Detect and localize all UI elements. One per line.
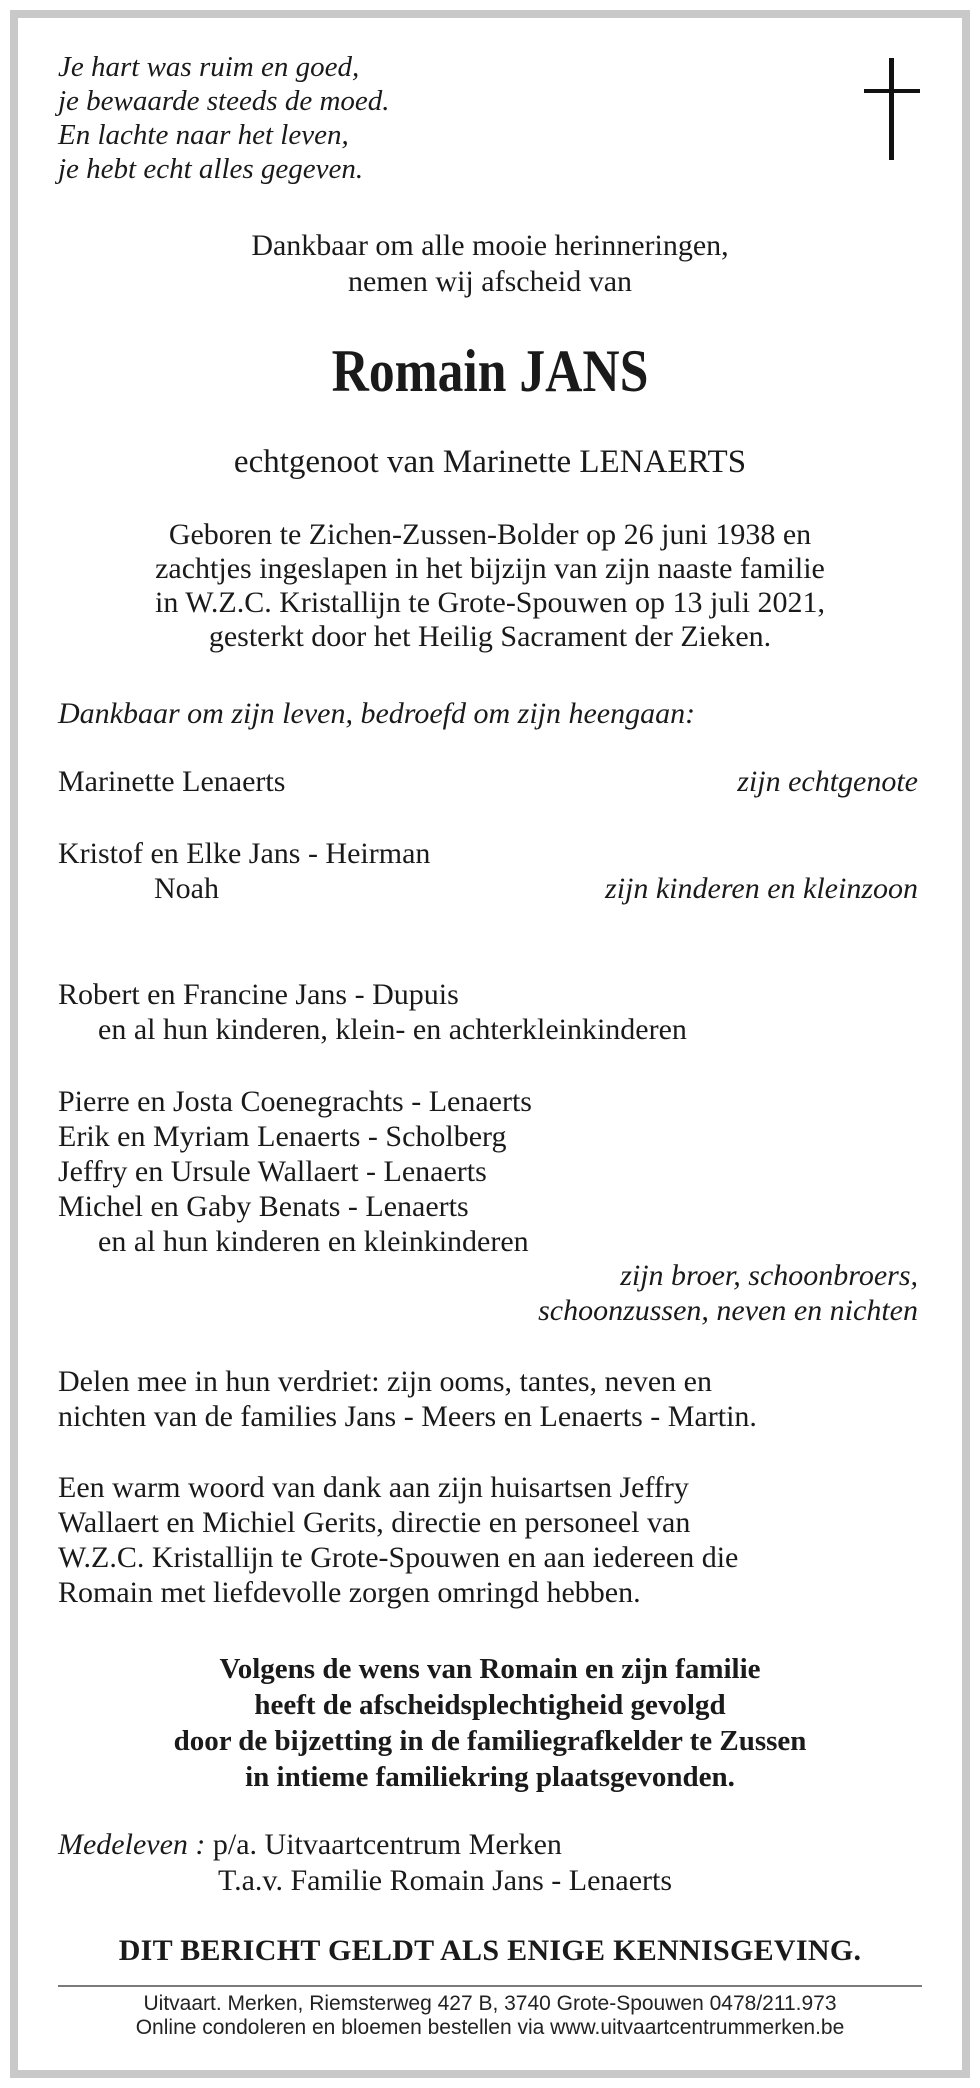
- poem: [58, 50, 390, 186]
- intro-line: Dankbaar om alle mooie herinneringen,: [251, 229, 729, 262]
- birth-line: zachtjes ingeslapen in het bijzijn van zijn naaste familie: [155, 552, 825, 585]
- descendants-line: en al hun kinderen en kleinkinderen: [98, 1225, 529, 1258]
- birth-text: [0, 518, 980, 654]
- poem-line: je bewaarde steeds de moed.: [58, 85, 390, 117]
- intro-line: nemen wij afscheid van: [347, 265, 633, 298]
- medeleven-attention: T.a.v. Familie Romain Jans - Lenaerts: [218, 1864, 673, 1897]
- birth-line: Geboren te Zichen-Zussen-Bolder op 26 juni 1938 en: [168, 518, 812, 551]
- mourner-row-grandchild: [58, 871, 918, 906]
- gratitude-line: Romain met liefdevolle zorgen omringd hebben.: [58, 1576, 641, 1609]
- medeleven: [58, 1827, 672, 1899]
- relation-line: schoonzussen, neven en nichten: [538, 1294, 918, 1327]
- gratitude-line: Een warm woord van dank aan zijn huisartsen Jeffry: [58, 1471, 689, 1504]
- ceremony-line: Volgens de wens van Romain en zijn familie: [219, 1653, 761, 1685]
- official-notice: DIT BERICHT GELDT ALS ENIGE KENNISGEVING.: [118, 1934, 862, 1967]
- mourner-name: Marinette Lenaerts: [58, 765, 286, 798]
- deceased-name: Romain JANS: [331, 338, 649, 404]
- ceremony-line: door de bijzetting in de familiegrafkelder te Zussen: [173, 1725, 807, 1757]
- descendants-line: en al hun kinderen, klein- en achterkleinkinderen: [98, 1013, 687, 1046]
- intro: [0, 228, 980, 300]
- gratitude-line: Wallaert en Michiel Gerits, directie en personeel van: [58, 1506, 691, 1539]
- ceremony: [0, 1651, 980, 1795]
- footer-divider: [58, 1985, 922, 1987]
- poem-line: Je hart was ruim en goed,: [58, 51, 360, 83]
- mourner-sibling: [58, 977, 687, 1047]
- mourner-row-spouse: [58, 764, 918, 799]
- poem-line: je hebt echt alles gegeven.: [58, 153, 364, 185]
- mourner-name: Erik en Myriam Lenaerts - Scholberg: [58, 1120, 507, 1153]
- grandchild-name: Noah: [154, 872, 219, 905]
- share-grief: [58, 1364, 757, 1434]
- latin-cross-icon: [864, 58, 920, 160]
- footer: [0, 1992, 980, 2040]
- mourner-in-laws: [58, 1084, 532, 1259]
- mourner-relation: zijn echtgenote: [737, 765, 918, 798]
- ceremony-line: in intieme familiekring plaatsgevonden.: [245, 1761, 735, 1793]
- gratitude: [58, 1470, 738, 1610]
- medeleven-label: Medeleven :: [58, 1828, 206, 1861]
- share-grief-line: Delen mee in hun verdriet: zijn ooms, tantes, neven en: [58, 1365, 712, 1398]
- mourner-row-children: [58, 836, 918, 871]
- birth-line: gesterkt door het Heilig Sacrament der Zieken.: [208, 620, 772, 653]
- gratitude-line: W.Z.C. Kristallijn te Grote-Spouwen en aan iedereen die: [58, 1541, 739, 1574]
- medeleven-address: p/a. Uitvaartcentrum Merken: [212, 1828, 562, 1861]
- spouse-line: echtgenoot van Marinette LENAERTS: [233, 444, 747, 480]
- mourner-name: Michel en Gaby Benats - Lenaerts: [58, 1190, 469, 1223]
- relation-line: zijn broer, schoonbroers,: [620, 1259, 918, 1292]
- share-grief-line: nichten van de families Jans - Meers en Lenaerts - Martin.: [58, 1400, 757, 1433]
- poem-line: En lachte naar het leven,: [58, 119, 349, 151]
- mourner-name: Pierre en Josta Coenegrachts - Lenaerts: [58, 1085, 532, 1118]
- in-laws-relation: [538, 1258, 918, 1328]
- ceremony-line: heeft de afscheidsplechtigheid gevolgd: [254, 1689, 726, 1721]
- mourner-name: Robert en Francine Jans - Dupuis: [58, 978, 459, 1011]
- footer-online: Online condoleren en bloemen bestellen via www.uitvaartcentrummerken.be: [135, 2016, 845, 2039]
- footer-address: Uitvaart. Merken, Riemsterweg 427 B, 3740 Grote-Spouwen 0478/211.973: [143, 1992, 837, 2015]
- mourner-relation: zijn kinderen en kleinzoon: [605, 872, 918, 905]
- birth-line: in W.Z.C. Kristallijn te Grote-Spouwen op 13 juli 2021,: [155, 586, 825, 619]
- mourner-name: Kristof en Elke Jans - Heirman: [58, 837, 431, 870]
- mourners-heading: Dankbaar om zijn leven, bedroefd om zijn heengaan:: [58, 697, 696, 730]
- mourner-name: Jeffry en Ursule Wallaert - Lenaerts: [58, 1155, 487, 1188]
